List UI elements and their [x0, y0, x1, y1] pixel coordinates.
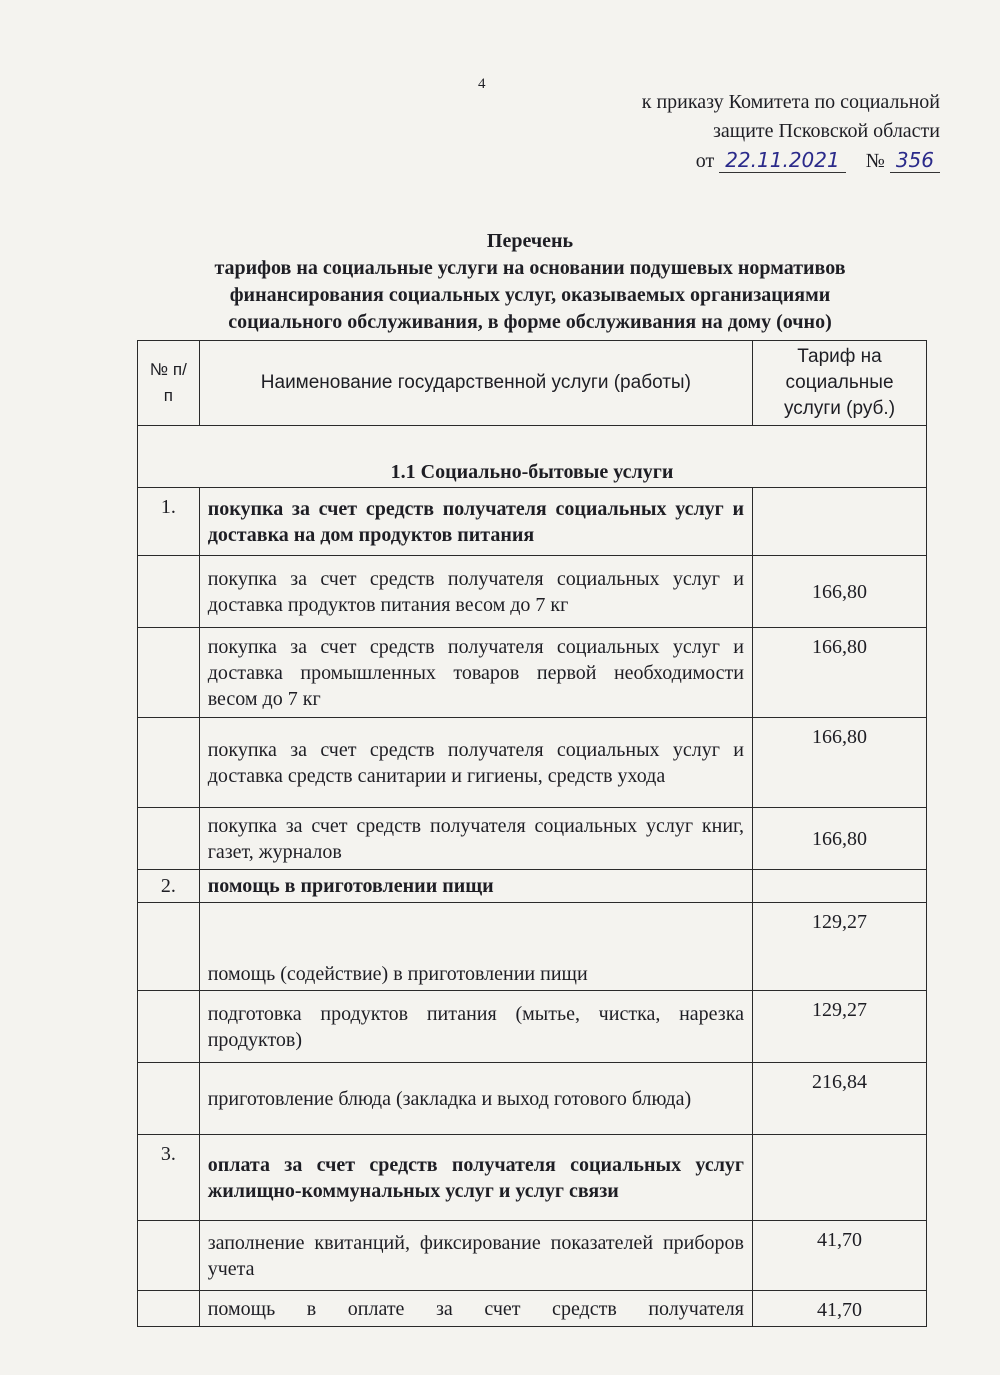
table-header-row	[138, 341, 927, 426]
row-name: помощь (содействие) в приготовлении пищи	[199, 903, 752, 991]
row-name: покупка за счет средств получателя социальных услуг книг, газет, журналов	[199, 808, 752, 870]
page-number: 4	[478, 76, 486, 92]
row-name: подготовка продуктов питания (мытье, чистка, нарезка продуктов)	[199, 991, 752, 1063]
row-tariff: 166,80	[753, 556, 927, 628]
section-title: 1.1 Социально-бытовые услуги	[138, 426, 927, 488]
title-line4: социального обслуживания, в форме обслуживания на дому (очно)	[228, 311, 832, 333]
row-name: оплата за счет средств получателя социальных услуг жилищно-коммунальных услуг и услуг связи	[199, 1135, 752, 1221]
tariff-table	[137, 340, 927, 1327]
order-reference	[560, 88, 940, 176]
section-row	[138, 426, 927, 488]
row-num: 1.	[138, 488, 200, 556]
table-row	[138, 903, 927, 991]
row-tariff: 216,84	[753, 1063, 927, 1135]
table-row	[138, 556, 927, 628]
row-num	[138, 718, 200, 808]
header-tariff: Тариф на социальные услуги (руб.)	[753, 341, 927, 426]
row-tariff	[753, 870, 927, 903]
row-name: приготовление блюда (закладка и выход готового блюда)	[199, 1063, 752, 1135]
order-date-number-line	[560, 146, 940, 176]
table-row	[138, 488, 927, 556]
handwritten-number: 356	[890, 148, 940, 173]
row-tariff: 166,80	[753, 718, 927, 808]
order-reference-line1: к приказу Комитета по социальной	[641, 91, 940, 113]
row-tariff	[753, 1135, 927, 1221]
from-label: от	[695, 150, 715, 172]
row-tariff: 166,80	[753, 808, 927, 870]
row-name: помощь в оплате за счет средств получателя	[199, 1291, 752, 1327]
row-tariff	[753, 488, 927, 556]
row-num: 2.	[138, 870, 200, 903]
row-name: покупка за счет средств получателя социальных услуг и доставка на дом продуктов питания	[199, 488, 752, 556]
header-num: № п/п	[138, 341, 200, 426]
table-row	[138, 808, 927, 870]
row-name: покупка за счет средств получателя социальных услуг и доставка средств санитарии и гигиены, средств ухода	[199, 718, 752, 808]
title-line2: тарифов на социальные услуги на основании подушевых нормативов	[214, 257, 846, 279]
title-line3: финансирования социальных услуг, оказываемых организациями	[229, 284, 831, 306]
number-label: №	[865, 150, 885, 172]
row-num	[138, 991, 200, 1063]
row-name: покупка за счет средств получателя социальных услуг и доставка промышленных товаров первой необходимости весом до 7 кг	[199, 628, 752, 718]
table-row	[138, 1135, 927, 1221]
row-tariff: 129,27	[753, 991, 927, 1063]
table-row	[138, 991, 927, 1063]
row-num	[138, 628, 200, 718]
row-tariff: 41,70	[753, 1221, 927, 1291]
row-num	[138, 903, 200, 991]
title-line1: Перечень	[486, 230, 574, 252]
row-name: помощь в приготовлении пищи	[199, 870, 752, 903]
row-num	[138, 1063, 200, 1135]
table-row	[138, 1291, 927, 1327]
row-num	[138, 1221, 200, 1291]
row-num	[138, 1291, 200, 1327]
row-tariff: 166,80	[753, 628, 927, 718]
row-tariff: 41,70	[753, 1291, 927, 1327]
order-reference-line2: защите Псковской области	[713, 120, 940, 142]
header-name: Наименование государственной услуги (работы)	[199, 341, 752, 426]
row-tariff: 129,27	[753, 903, 927, 991]
table-row	[138, 1063, 927, 1135]
document-title	[120, 228, 940, 336]
row-name: заполнение квитанций, фиксирование показателей приборов учета	[199, 1221, 752, 1291]
row-num	[138, 808, 200, 870]
row-num	[138, 556, 200, 628]
row-num: 3.	[138, 1135, 200, 1221]
table-row	[138, 628, 927, 718]
table-row	[138, 870, 927, 903]
table-row	[138, 1221, 927, 1291]
table-row	[138, 718, 927, 808]
handwritten-date: 22.11.2021	[719, 148, 846, 173]
row-name: покупка за счет средств получателя социальных услуг и доставка продуктов питания весом до 7 кг	[199, 556, 752, 628]
